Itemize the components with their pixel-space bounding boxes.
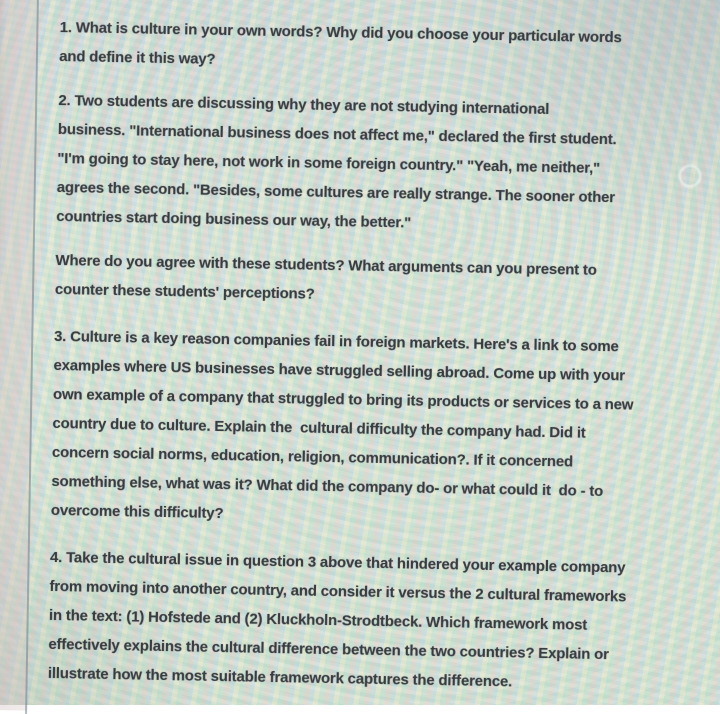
text-line: own example of a company that struggled to bring its products or services to a new [52,385,634,414]
paragraph-question-4 [48,543,691,700]
text-line: 2. Two students are discussing why they are not studying international [58,91,550,118]
text-line: country due to culture. Explain the cultural difficulty the company had. Did it [52,414,586,442]
text-line: "I'm going to stay here, not work in some foreign country." "Yeah, me neither," [57,149,601,177]
text-line: illustrate how the most suitable framework captures the difference. [47,664,513,691]
text-line: 3. Culture is a key reason companies fail in foreign markets. Here's a link to some [53,327,619,356]
text-line: overcome this difficulty? [50,501,224,523]
text-line: examples where US businesses have struggled selling abroad. Come up with your [53,356,626,385]
text-line: 4. Take the cultural issue in question 3 above that hindered your example company [49,548,626,577]
paragraph-question-2-followup [55,246,696,316]
paragraph-question-2 [56,86,699,243]
text-line: Where do you agree with these students? What arguments can you present to [55,251,597,279]
text-line: in the text: (1) Hofstede and (2) Kluckholn-Strodtbeck. Which framework most [48,606,588,634]
text-line: effectively explains the cultural difference between the two countries? Explain or [48,635,609,664]
paragraph-question-3 [51,322,695,537]
text-line: countries start doing business our way, the better." [56,207,412,232]
document-text [48,13,700,700]
text-line: from moving into another country, and consider it versus the 2 cultural frameworks [49,577,627,606]
text-line: something else, what was it? What did the company do- or what could it do - to [51,472,604,501]
text-line: 1. What is culture in your own words? Why did you choose your particular words [59,18,622,47]
text-line: agrees the second. "Besides, some cultures are really strange. The sooner other [56,178,616,207]
text-line: and define it this way? [59,47,216,68]
text-line: business. "International business does not affect me," declared the first student. [57,120,617,149]
text-line: counter these students' perceptions? [54,280,315,303]
text-line: concern social norms, education, religion, communication?. If it concerned [51,443,574,471]
paragraph-question-1 [59,13,700,83]
